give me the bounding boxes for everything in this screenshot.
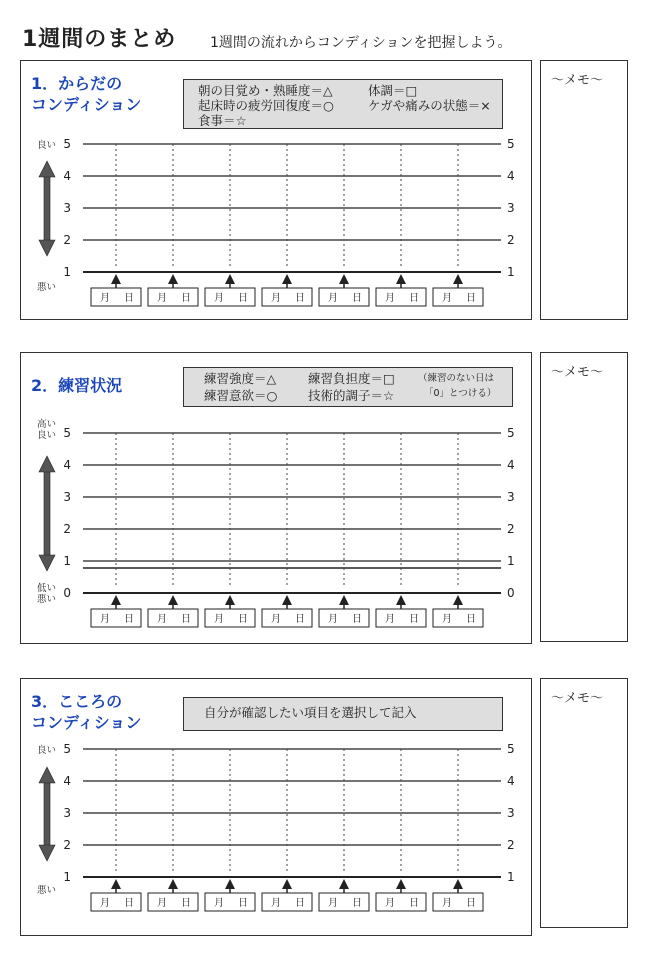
date-day-label: 日: [181, 293, 191, 304]
legend-item: 練習負担度＝□: [308, 371, 395, 386]
date-month-label: 月: [271, 898, 281, 909]
date-day-label: 日: [238, 898, 248, 909]
date-box[interactable]: [148, 288, 198, 306]
date-month-label: 月: [100, 293, 110, 304]
legend-item: 体調＝□: [368, 83, 418, 98]
section-heading: 2．練習状況: [31, 376, 123, 395]
y-tick-label-left: 3: [63, 201, 71, 215]
date-day-label: 日: [352, 614, 362, 625]
y-tick-label-left: 4: [63, 774, 71, 788]
day-arrow-icon: [225, 595, 235, 605]
y-axis-top-label: 良い: [37, 745, 57, 756]
date-month-label: 月: [385, 898, 395, 909]
date-month-label: 月: [100, 614, 110, 625]
date-day-label: 日: [124, 293, 134, 304]
y-axis-bottom-label: 悪い: [37, 282, 57, 293]
day-arrow-icon: [396, 879, 406, 889]
scale-arrow-shaft: [44, 470, 50, 557]
section-body-condition: [20, 60, 532, 320]
scale-arrow-shaft: [44, 175, 50, 242]
date-box[interactable]: [433, 609, 483, 627]
y-tick-label-left: 1: [63, 870, 71, 884]
date-day-label: 日: [466, 898, 476, 909]
day-arrow-icon: [168, 274, 178, 284]
day-arrow-icon: [339, 595, 349, 605]
date-day-label: 日: [181, 898, 191, 909]
legend-note: （練習のない日は: [418, 373, 495, 384]
rating-grid: [21, 61, 533, 321]
date-box[interactable]: [433, 288, 483, 306]
y-tick-label-left: 5: [63, 426, 71, 440]
date-box[interactable]: [376, 893, 426, 911]
date-day-label: 日: [238, 614, 248, 625]
date-month-label: 月: [157, 614, 167, 625]
date-month-label: 月: [157, 293, 167, 304]
date-box[interactable]: [205, 893, 255, 911]
date-day-label: 日: [238, 293, 248, 304]
date-box[interactable]: [205, 609, 255, 627]
legend-item: 練習意欲＝○: [204, 388, 278, 403]
day-arrow-icon: [111, 595, 121, 605]
date-box[interactable]: [433, 893, 483, 911]
day-arrow-icon: [453, 595, 463, 605]
y-tick-label-right: 4: [507, 458, 515, 472]
y-axis-bottom-label: 悪い: [37, 885, 57, 896]
page-subtitle: 1週間の流れからコンディションを把握しよう。: [210, 35, 512, 51]
date-box[interactable]: [91, 609, 141, 627]
legend-item: 練習強度＝△: [204, 371, 277, 386]
y-tick-label-right: 4: [507, 774, 515, 788]
date-day-label: 日: [352, 293, 362, 304]
date-month-label: 月: [214, 898, 224, 909]
date-month-label: 月: [271, 293, 281, 304]
y-tick-label-right: 3: [507, 201, 515, 215]
date-month-label: 月: [271, 614, 281, 625]
date-month-label: 月: [328, 898, 338, 909]
y-tick-label-right: 4: [507, 169, 515, 183]
date-day-label: 日: [409, 614, 419, 625]
rating-grid: [21, 353, 533, 645]
date-month-label: 月: [214, 293, 224, 304]
legend-item: ケガや痛みの状態＝×: [368, 98, 491, 113]
date-box[interactable]: [262, 288, 312, 306]
page-title: 1週間のまとめ: [22, 27, 177, 52]
day-arrow-icon: [168, 595, 178, 605]
y-tick-label-right: 2: [507, 838, 515, 852]
date-day-label: 日: [466, 293, 476, 304]
y-tick-label-left: 1: [63, 265, 71, 279]
scale-arrow-shaft: [44, 781, 50, 847]
legend-item: 朝の目覚め・熟睡度＝△: [198, 83, 333, 98]
arrow-down-icon: [39, 240, 55, 256]
day-arrow-icon: [225, 274, 235, 284]
day-arrow-icon: [282, 595, 292, 605]
day-arrow-icon: [225, 879, 235, 889]
y-tick-label-left: 2: [63, 522, 71, 536]
y-tick-label-right: 3: [507, 490, 515, 504]
date-box[interactable]: [376, 288, 426, 306]
section-heading: 3．こころの コンディション: [31, 692, 142, 732]
memo-label: 〜メモ〜: [551, 73, 604, 88]
date-month-label: 月: [385, 614, 395, 625]
memo-label: 〜メモ〜: [551, 365, 604, 380]
day-arrow-icon: [396, 595, 406, 605]
day-arrow-icon: [396, 274, 406, 284]
date-box[interactable]: [148, 609, 198, 627]
date-box[interactable]: [205, 288, 255, 306]
date-box[interactable]: [319, 893, 369, 911]
section-mind-condition: [20, 678, 532, 936]
y-tick-label-right: 5: [507, 137, 515, 151]
arrow-down-icon: [39, 845, 55, 861]
date-box[interactable]: [148, 893, 198, 911]
y-tick-label-left: 2: [63, 233, 71, 247]
date-month-label: 月: [442, 293, 452, 304]
date-day-label: 日: [295, 293, 305, 304]
day-arrow-icon: [339, 274, 349, 284]
date-box[interactable]: [262, 609, 312, 627]
y-axis-bottom-label: 低い 悪い: [37, 583, 57, 605]
date-month-label: 月: [442, 614, 452, 625]
date-box[interactable]: [91, 893, 141, 911]
date-day-label: 日: [181, 614, 191, 625]
day-arrow-icon: [282, 879, 292, 889]
y-tick-label-right: 5: [507, 742, 515, 756]
date-day-label: 日: [295, 898, 305, 909]
date-month-label: 月: [157, 898, 167, 909]
date-day-label: 日: [466, 614, 476, 625]
y-tick-label-left: 3: [63, 806, 71, 820]
y-tick-label-left: 5: [63, 742, 71, 756]
y-tick-label-right: 2: [507, 522, 515, 536]
date-month-label: 月: [328, 293, 338, 304]
arrow-up-icon: [39, 767, 55, 783]
date-box[interactable]: [376, 609, 426, 627]
date-day-label: 日: [124, 614, 134, 625]
y-axis-top-label: 高い 良い: [37, 419, 57, 441]
memo-label: 〜メモ〜: [551, 691, 604, 706]
y-tick-label-left: 0: [63, 586, 71, 600]
memo-box[interactable]: [540, 678, 628, 928]
arrow-down-icon: [39, 555, 55, 571]
y-tick-label-right: 1: [507, 554, 515, 568]
rating-grid: [21, 679, 533, 937]
date-day-label: 日: [124, 898, 134, 909]
y-tick-label-right: 1: [507, 265, 515, 279]
day-arrow-icon: [111, 879, 121, 889]
date-day-label: 日: [409, 293, 419, 304]
date-month-label: 月: [328, 614, 338, 625]
date-day-label: 日: [352, 898, 362, 909]
y-tick-label-right: 5: [507, 426, 515, 440]
y-tick-label-right: 0: [507, 586, 515, 600]
y-tick-label-left: 1: [63, 554, 71, 568]
legend-item: 食事＝☆: [198, 113, 247, 128]
arrow-up-icon: [39, 456, 55, 472]
y-tick-label-left: 4: [63, 458, 71, 472]
memo-box[interactable]: [540, 352, 628, 642]
y-tick-label-left: 5: [63, 137, 71, 151]
section-heading: 1．からだの コンディション: [31, 74, 142, 114]
date-month-label: 月: [442, 898, 452, 909]
date-box[interactable]: [319, 288, 369, 306]
day-arrow-icon: [453, 879, 463, 889]
legend-item: 自分が確認したい項目を選択して記入: [204, 705, 417, 720]
day-arrow-icon: [339, 879, 349, 889]
y-tick-label-left: 2: [63, 838, 71, 852]
y-axis-top-label: 良い: [37, 140, 57, 151]
arrow-up-icon: [39, 161, 55, 177]
date-month-label: 月: [100, 898, 110, 909]
date-month-label: 月: [214, 614, 224, 625]
legend-note: 「0」とつける）: [424, 388, 497, 399]
day-arrow-icon: [282, 274, 292, 284]
date-box[interactable]: [91, 288, 141, 306]
date-box[interactable]: [319, 609, 369, 627]
y-tick-label-left: 3: [63, 490, 71, 504]
day-arrow-icon: [111, 274, 121, 284]
date-day-label: 日: [295, 614, 305, 625]
date-day-label: 日: [409, 898, 419, 909]
y-tick-label-right: 3: [507, 806, 515, 820]
y-tick-label-left: 4: [63, 169, 71, 183]
date-box[interactable]: [262, 893, 312, 911]
legend-item: 起床時の疲労回復度＝○: [198, 98, 334, 113]
y-tick-label-right: 2: [507, 233, 515, 247]
y-tick-label-right: 1: [507, 870, 515, 884]
day-arrow-icon: [453, 274, 463, 284]
memo-box[interactable]: [540, 60, 628, 320]
legend-item: 技術的調子＝☆: [308, 388, 395, 403]
date-month-label: 月: [385, 293, 395, 304]
section-practice-status: [20, 352, 532, 644]
day-arrow-icon: [168, 879, 178, 889]
